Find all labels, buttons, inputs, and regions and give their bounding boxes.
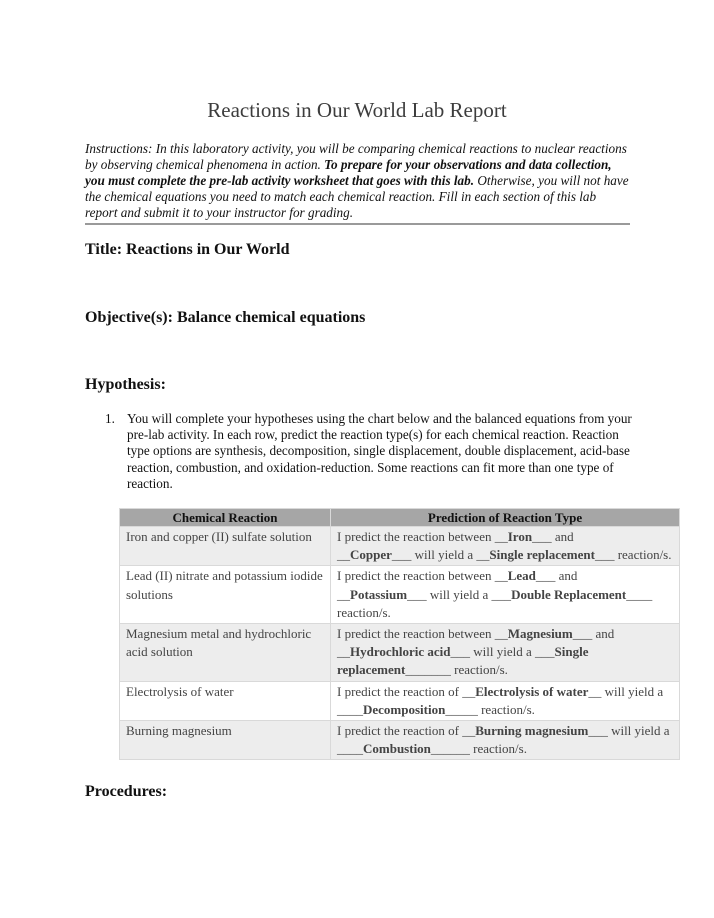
prediction-text: I predict the reaction between __ (337, 568, 508, 584)
prediction-answer: Decomposition (363, 701, 446, 717)
prediction-text: __ (337, 586, 350, 602)
prediction-text: I predict the reaction between __ (337, 529, 508, 544)
prediction-text: _____ reaction/s. (445, 701, 535, 717)
prediction-text: __ (337, 644, 350, 660)
prediction-cell (331, 624, 680, 682)
prediction-text: ___ and (535, 568, 578, 584)
table-row (120, 681, 680, 720)
header-chemical-reaction: Chemical Reaction (120, 509, 331, 527)
reaction-cell: Lead (II) nitrate and potassium iodide solutions (120, 566, 331, 624)
list-number: 1. (105, 411, 115, 426)
prediction-text: ___ will yield a ____ (337, 723, 670, 757)
objective-heading: Objective(s): Balance chemical equations (85, 309, 366, 326)
prediction-answer: Lead (507, 568, 536, 584)
prediction-cell (331, 681, 680, 720)
hypothesis-heading: Hypothesis: (85, 376, 166, 393)
prediction-text: I predict the reaction of __ (337, 723, 476, 739)
reaction-cell: Magnesium metal and hydrochloric acid solution (120, 624, 331, 682)
prediction-answer: Single replacement (489, 547, 595, 563)
prediction-text: __ will yield a ____ (337, 683, 664, 717)
prediction-answer: Double Replacement (511, 586, 627, 602)
reaction-cell: Iron and copper (II) sulfate solution (120, 527, 331, 566)
prediction-text: ___ and (532, 529, 574, 544)
prediction-answer: Potassium (350, 586, 408, 602)
header-prediction: Prediction of Reaction Type (331, 509, 680, 527)
instructions-intro: Instructions: In this laboratory activity, you will be comparing chemical reactions to nuclear reactions by observing chemical phenomena in action. (85, 141, 627, 173)
prediction-text: ___ and (572, 626, 615, 642)
instructions-closing: Otherwise, you will not have the chemical equations you need to match each chemical reaction. Fill in each section of this lab report and submit it to your instructor for grading. (85, 173, 629, 221)
prediction-text: ____ reaction/s. (337, 586, 653, 620)
prediction-text: I predict the reaction of __ (337, 683, 476, 699)
prediction-answer: Single replacement (337, 644, 589, 678)
prediction-text: ___ will yield a ___ (450, 644, 555, 660)
prediction-text: ______ reaction/s. (430, 741, 527, 757)
prediction-text: I predict the reaction between __ (337, 626, 508, 642)
prediction-answer: Hydrochloric acid (350, 644, 451, 660)
prediction-table (119, 508, 680, 760)
prediction-text: ___ reaction/s. (594, 547, 672, 563)
table-row (120, 624, 680, 682)
prediction-text: _______ reaction/s. (405, 662, 508, 678)
list-item-text: You will complete your hypotheses using the chart below and the balanced equations from your pre-lab activity. In each row, predict the reaction type(s) for each chemical reaction. Reaction type options are synthesis, decomposition, single displacement, double displacement, acid-base reaction, combustion, and oxidation-reduction. Some reactions can fit more than one type of reaction. (127, 411, 632, 491)
prediction-text: ___ will yield a __ (391, 547, 490, 563)
prediction-answer: Combustion (363, 741, 431, 757)
prediction-answer: Electrolysis of water (475, 683, 589, 699)
prediction-answer: Copper (350, 547, 392, 563)
table-row (120, 721, 680, 760)
instructions-paragraph (85, 141, 630, 225)
document-title: Reactions in Our World Lab Report (207, 98, 507, 122)
reaction-cell: Electrolysis of water (120, 681, 331, 720)
prediction-answer: Magnesium (507, 626, 573, 642)
prediction-cell (331, 566, 680, 624)
prediction-cell (331, 721, 680, 760)
procedures-heading: Procedures: (85, 783, 168, 800)
table-row (120, 527, 680, 566)
table-header-row (120, 509, 680, 527)
table-row (120, 566, 680, 624)
reaction-cell: Burning magnesium (120, 721, 331, 760)
prediction-cell (331, 527, 680, 566)
instructions-emphasis: To prepare for your observations and data collection, you must complete the pre-lab activity worksheet that goes with this lab. (85, 157, 612, 189)
title-heading: Title: Reactions in Our World (85, 241, 290, 258)
prediction-text: ___ will yield a ___ (407, 586, 512, 602)
prediction-text: __ (337, 547, 350, 563)
prediction-answer: Iron (507, 529, 533, 544)
prediction-answer: Burning magnesium (475, 723, 589, 739)
